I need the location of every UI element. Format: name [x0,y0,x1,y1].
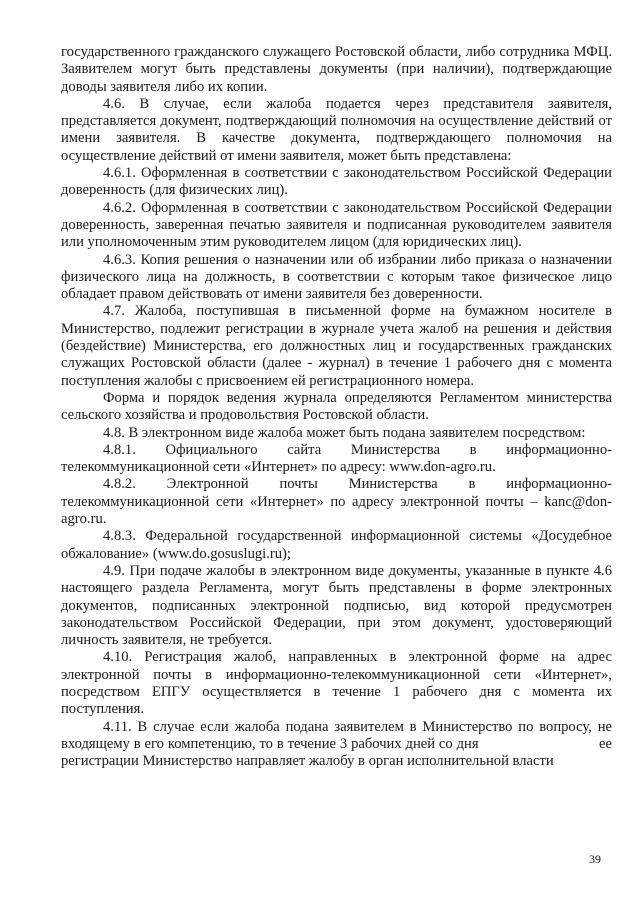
paragraph-4-6-3: 4.6.3. Копия решения о назначении или об избрании либо приказа о назначении физического лица на должность, в соответствии с которым такое физическое лицо обладает правом действовать от имени заявителя без доверенности. [61,251,612,303]
paragraph-4-6-1: 4.6.1. Оформленная в соответствии с законодательством Российской Федерации доверенность (для физических лиц). [61,165,612,199]
paragraph-4-6: 4.6. В случае, если жалоба подается через представителя заявителя, представляется документ, подтверждающий полномочия на осуществление действий от имени заявителя. В качестве документа, подтверждающего полномочия на осуществление действий от имени заявителя, может быть представлена: [61,95,612,164]
paragraph-4-9: 4.9. При подаче жалобы в электронном виде документы, указанные в пункте 4.6 настоящего раздела Регламента, могут быть представлены в форме электронных документов, подписанных электронной подписью, вид которой предусмотрен законодательством Российской Федерации, при этом документ, удостоверяющий личность заявителя, не требуется. [61,562,612,649]
body-text [61,44,616,770]
page-number: 39 [589,852,601,866]
paragraph-4-8-1: 4.8.1. Официального сайта Министерства в информационно-телекоммуникационной сети «Интернет» по адресу: www.don-agro.ru. [61,441,612,476]
paragraph-4-8: 4.8. В электронном виде жалоба может быть подана заявителем посредством: [103,424,586,441]
paragraph-4-6-2: 4.6.2. Оформленная в соответствии с законодательством Российской Федерации доверенность, заверенная печатью заявителя и подписанная руководителем заявителя или уполномоченным этим руководителем лицом (для юридических лиц). [61,199,612,251]
paragraph-4-8-3: 4.8.3. Федеральной государственной информационной системы «Досудебное обжалование» (www.do.gosuslugi.ru); [61,528,612,562]
paragraph-4-11: 4.11. В случае если жалоба подана заявителем в Министерство по вопросу, не входящему в его компетенцию, то в течение 3 рабочих дней со дня ее регистрации Министерство направляет жалобу в орган исполнительной власти [61,718,616,770]
paragraph-journal-form: Форма и порядок ведения журнала определяются Регламентом министерства сельского хозяйства и продовольствия Ростовской области. [61,389,612,424]
paragraph-4-8-2: 4.8.2. Электронной почты Министерства в информационно-телекоммуникационной сети «Интернет» по адресу электронной почты – kanc@don-agro.ru. [61,476,612,528]
paragraph-4-7: 4.7. Жалоба, поступившая в письменной форме на бумажном носителе в Министерство, подлежит регистрации в журнале учета жалоб на решения и действия (бездействие) Министерства, его должностных лиц и государственных гражданских служащих Ростовской области (далее - журнал) в течение 1 рабочего дня с момента поступления жалобы с присвоением ей регистрационного номера. [61,303,612,389]
paragraph-4-10: 4.10. Регистрация жалоб, направленных в электронной форме на адрес электронной почты в информационно-телекоммуникационной сети «Интернет», посредством ЕПГУ осуществляется в течение 1 рабочего дня с момента их поступления. [61,649,612,718]
paragraph-continuation: государственного гражданского служащего Ростовской области, либо сотрудника МФЦ. Заявителем могут быть представлены документы (при наличии), подтверждающие доводы заявителя либо их копии. [61,44,612,95]
